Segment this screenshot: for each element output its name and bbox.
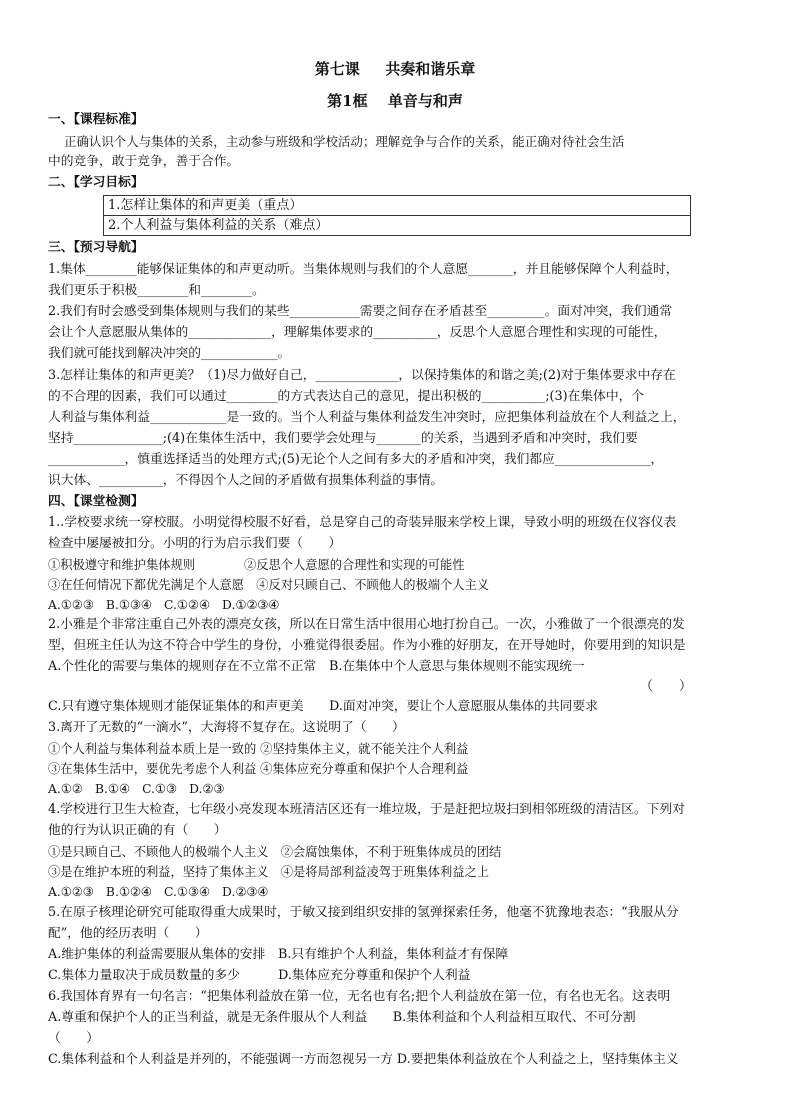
standard-line: 正确认识个人与集体的关系，主动参与班级和学校活动；理解竞争与合作的关系，能正确对待社会生活 xyxy=(64,134,625,149)
section-heading-standard: 一、【课程标准】 xyxy=(48,112,144,127)
quiz-line: 他的行为认识正确的有（ ） xyxy=(48,823,227,838)
section-heading-quiz: 四、【课堂检测】 xyxy=(48,494,144,509)
preview-line: 我们更乐于积极________和________。 xyxy=(48,283,265,298)
lesson-subtitle: 第1框 单音与和声 xyxy=(327,92,463,110)
quiz-option-line: ③是在维护本班的利益，坚持了集体主义 ④是将局部利益凌驾于班集体利益之上 xyxy=(48,865,489,879)
preview-line: 3.怎样让集体的和声更美？（1)尽力做好自己，_____________，以保持集体的和谐之美;(2)对于集体要求中存在 xyxy=(48,368,676,383)
quiz-option-line: ①积极遵守和维护集体规则 ②反思个人意愿的合理性和实现的可能性 xyxy=(48,558,465,572)
objective-row: 2.个人利益与集体利益的关系（难点） xyxy=(104,215,690,235)
quiz-line: 检查中屡屡被扣分。小明的行为启示我们要（ ） xyxy=(48,536,342,551)
quiz-option-line: ③在集体生活中，要优先考虑个人利益 ④集体应充分尊重和保护个人合理利益 xyxy=(48,762,469,776)
quiz-option-line: C.集体力量取决于成员数量的多少 D.集体应充分尊重和保护个人利益 xyxy=(48,968,471,983)
preview-line: 坚持______________;(4)在集体生活中，我们要学会处理与_______的关系，当遇到矛盾和冲突时，我们要 xyxy=(48,431,638,446)
answer-bracket: （ ） xyxy=(48,1031,99,1046)
preview-line: 2.我们有时会感受到集体规则与我们的某些___________需要之间存在矛盾甚至_________。面对冲突，我们通常 xyxy=(48,304,673,319)
quiz-choices: A.①② B.①④ C.①③ D.②③ xyxy=(48,782,225,796)
preview-line: 人利益与集体利益____________是一致的。当个人利益与集体利益发生冲突时，应把集体利益放在个人利益之上， xyxy=(48,410,686,425)
preview-line: 1.集体________能够保证集体的和声更动听。当集体规则与我们的个人意愿_______，并且能够保障个人利益时， xyxy=(48,262,679,277)
quiz-line: 型，但班主任认为这不符合中学生的身份，小雅觉得很委屈。作为小雅的好朋友，在开导她时，你要用到的知识是 xyxy=(48,638,686,653)
quiz-option-line: ①个人利益与集体利益本质上是一致的 ②坚持集体主义，就不能关注个人利益 xyxy=(48,742,469,756)
quiz-line: 4.学校进行卫生大检查，七年级小亮发现本班清洁区还有一堆垃圾，于是赶把垃圾扫到相邻班级的清洁区。下列对 xyxy=(48,802,685,817)
quiz-choices: A.①②③ B.①③④ C.①②④ D.①②③④ xyxy=(48,598,280,612)
quiz-option-line: C.集体利益和个人利益是并列的，不能强调一方而忽视另一方 D.要把集体利益放在个人利益之上，坚持集体主义 xyxy=(48,1052,679,1067)
quiz-option-line: ③在任何情况下都优先满足个人意愿 ④反对只顾自己、不顾他人的极端个人主义 xyxy=(48,578,489,592)
quiz-option-line: A.维护集体的利益需要服从集体的安排 B.只有维护个人利益，集体利益才有保障 xyxy=(48,947,509,962)
preview-line: ____________，慎重选择适当的处理方式;(5)无论个人之间有多大的矛盾和冲突，我们都应_______________， xyxy=(48,452,664,467)
quiz-option-line: C.只有遵守集体规则才能保证集体的和声更美 D.面对冲突，要让个人意愿服从集体的共同要求 xyxy=(48,699,598,714)
preview-line: 会让个人意愿服从集体的_____________，理解集体要求的__________，反思个人意愿合理性和实现的可能性， xyxy=(48,325,667,340)
quiz-choices: A.①②③ B.①②④ C.①③④ D.②③④ xyxy=(48,885,269,899)
quiz-line: 配”，他的经历表明（ ） xyxy=(48,926,208,941)
quiz-line: 3.离开了无数的“一滴水”，大海将不复存在。这说明了（ ） xyxy=(48,720,405,735)
quiz-line: 5.在原子核理论研究可能取得重大成果时，于敏又接到组织安排的氢弹探索任务，他毫不犹豫地表态：“我服从分 xyxy=(48,905,679,920)
preview-line: 的不合理的因素，我们可以通过________的方式表达自己的意见，提出积极的__________;(3)在集体中，个 xyxy=(48,389,645,404)
quiz-line: 6.我国体育界有一句名言：“把集体利益放在第一位，无名也有名;把个人利益放在第一位，有名也无名。这表明 xyxy=(48,989,671,1004)
section-heading-objectives: 二、【学习目标】 xyxy=(48,175,144,190)
quiz-option-line: A.尊重和保护个人的正当利益，就是无条件服从个人利益 B.集体利益和个人利益相互取代、不可分割 xyxy=(48,1010,636,1025)
objective-row: 1.怎样让集体的和声更美（重点） xyxy=(108,198,303,213)
preview-line: 识大体、__________，不得因个人之间的矛盾做有损集体利益的事情。 xyxy=(48,473,444,488)
quiz-option-line: ①是只顾自己、不顾他人的极端个人主义 ②会腐蚀集体，不利于班集体成员的团结 xyxy=(48,845,502,859)
quiz-line: 1..学校要求统一穿校服。小明觉得校服不好看，总是穿自己的奇装异服来学校上课，导致小明的班级在仪容仪表 xyxy=(48,515,677,530)
preview-line: 我们就可能找到解决冲突的____________。 xyxy=(48,346,291,361)
standard-line: 中的竞争，敢于竞争，善于合作。 xyxy=(48,154,240,169)
quiz-option-line: A.个性化的需要与集体的规则存在不立常不正常 B.在集体中个人意思与集体规则不能实现统一 xyxy=(48,659,585,674)
answer-bracket: （ ） xyxy=(640,679,693,694)
objectives-table xyxy=(103,195,691,236)
section-heading-preview: 三、【预习导航】 xyxy=(48,240,144,255)
quiz-line: 2.小雅是个非常注重自己外表的漂亮女孩，所以在日常生活中很用心地打扮自己。一次，小雅做了一个很漂亮的发 xyxy=(48,617,685,632)
lesson-title: 第七课 共奏和谐乐章 xyxy=(314,60,476,78)
